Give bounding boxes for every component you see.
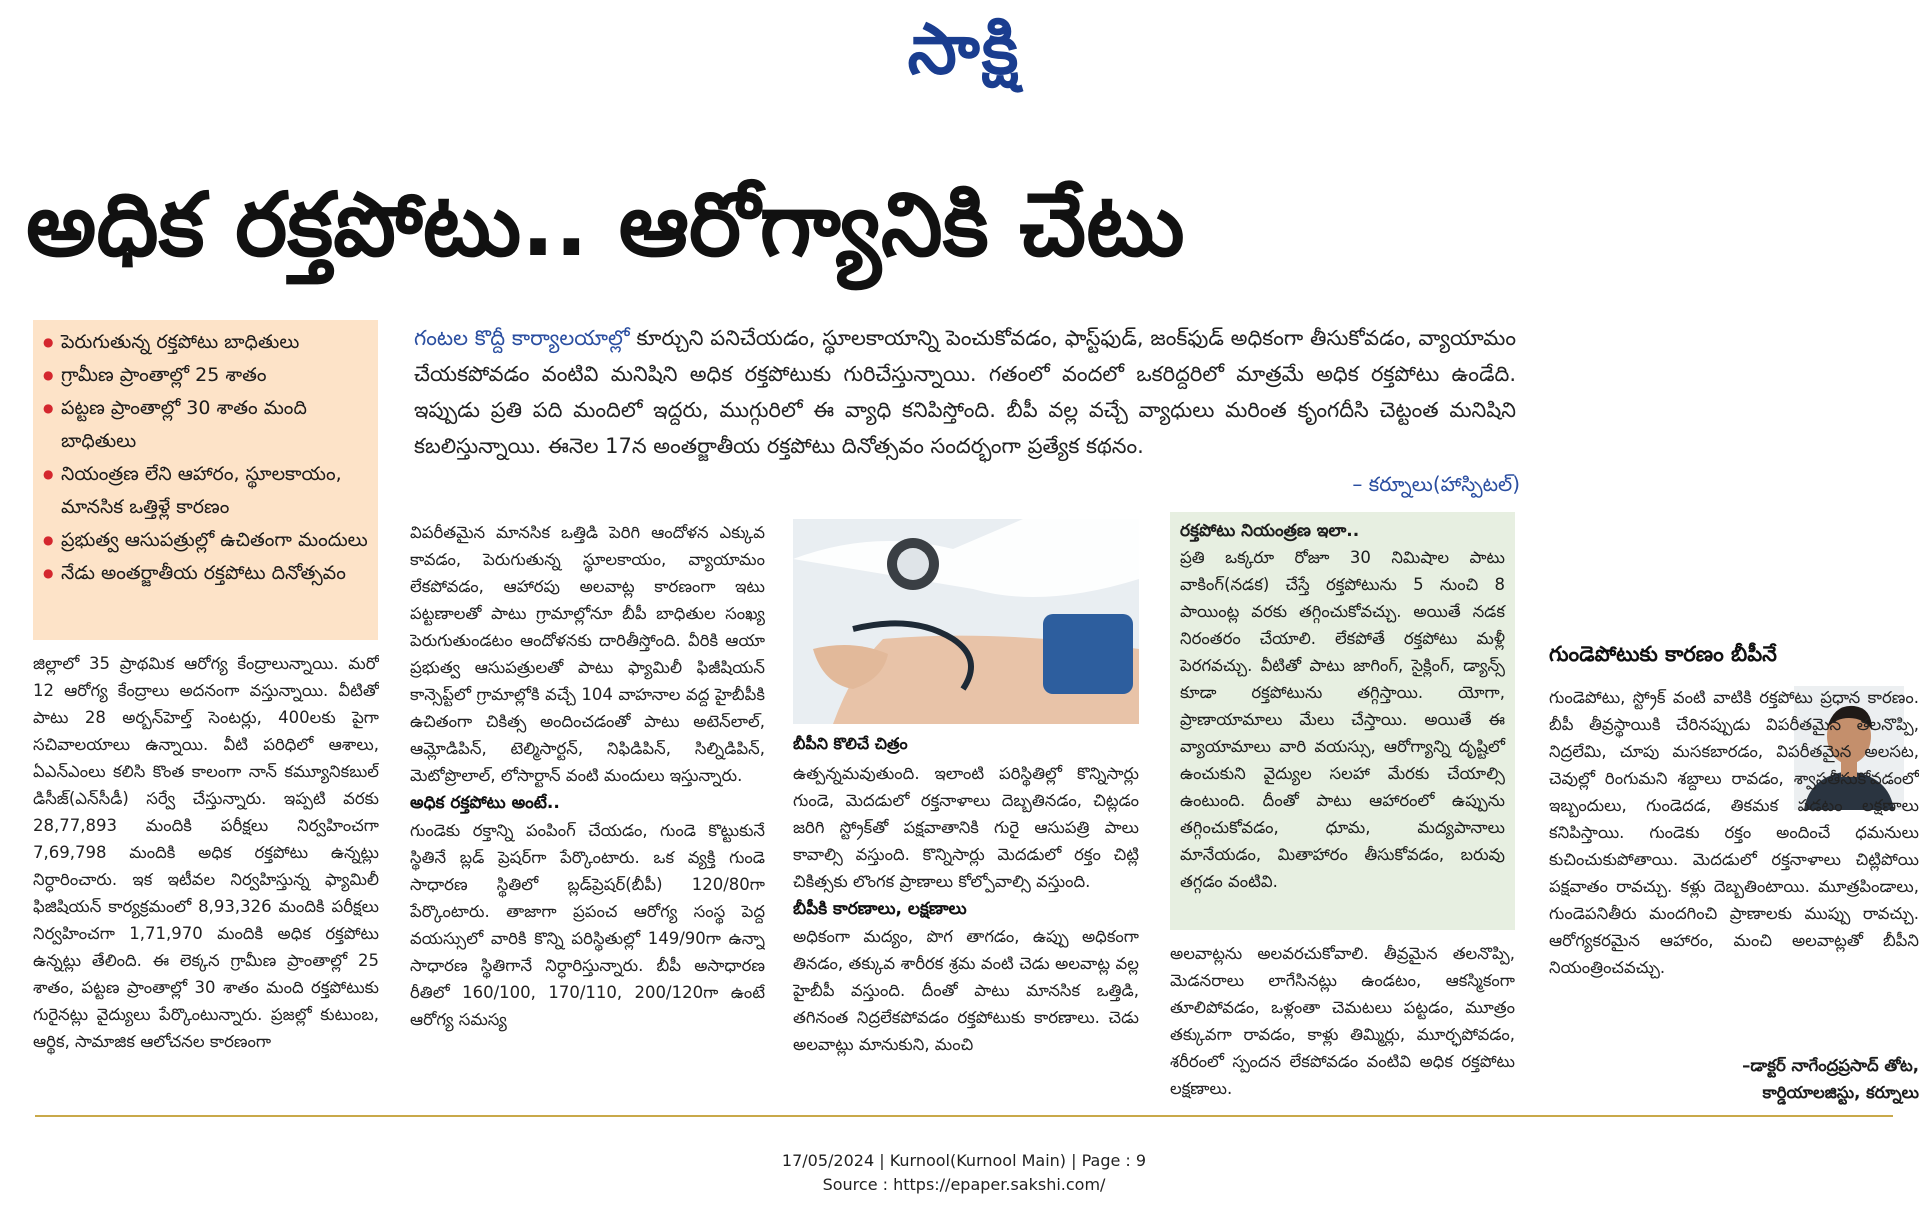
blood-pressure-cuff-image <box>793 519 1139 724</box>
column-2-subheading: అధిక రక్తపోటు అంటే.. <box>410 793 560 813</box>
intro-paragraph <box>414 320 1516 464</box>
side-text: గుండెపోటు, స్ట్రోక్ వంటి వాటికి రక్తపోటు ప్రధాన కారణం. బీపీ తీవ్రస్థాయికి చేరినప్పుడు విపరీతమైన తలనొప్పి, నిద్రలేమి, చూపు మసకబారడం, విపరీతమైన అలసట, చెవుల్లో రింగుమని శబ్దాలు రావడం, శ్వాసతీసుకోవడంలో ఇబ్బందులు, గుండెదడ, తికమక పడటం లక్షణాలు కనిపిస్తాయి. గుండెకు రక్తం అందించే ధమనులు కుచించుకుపోతాయి. మెదడులో రక్తనాళాలు చిట్లిపోయి పక్షవాతం రావచ్చు. కళ్లు దెబ్బతింటాయి. మూత్రపిండాలు, గుండెపనితీరు మందగించి ప్రాణాలకు ముప్పు రావచ్చు. ఆరోగ్యకరమైన ఆహారం, మంచి అలవాట్లతో బీపీని నియంత్రించవచ్చు. <box>1549 688 1919 977</box>
column-2-text-a: విపరీతమైన మానసిక ఒత్తిడి పెరిగి ఆందోళన ఎక్కువ కావడం, పెరుగుతున్న స్థూలకాయం, వ్యాయామం లేకపోవడం, ఆహారపు అలవాట్ల కారణంగా ఇటు పట్టణాలతో పాటు గ్రామాల్లోనూ బీపీ బాధితుల సంఖ్య పెరుగుతుండటం ఆందోళనకు దారితీస్తోంది. వీరికి ఆయా ప్రభుత్వ ఆసుపత్రులతో పాటు ఫ్యామిలీ ఫిజీషియన్ కాన్సెప్ట్‌లో గ్రామాల్లోకి వచ్చే 104 వాహనాల వద్ద హైబీపీకి ఉచితంగా చికిత్స అందించడంతో పాటు అటెన్‌లాల్, ఆమ్లోడిపిన్, టెల్మిసార్టన్, నిఫిడిపిన్, సిల్నిడిపిన్, మెటోప్రొలాల్, లోసార్టాన్ వంటి మందులు ఇస్తున్నారు. <box>410 523 765 785</box>
highlight-item: ● నేడు అంతర్జాతీయ రక్తపోటు దినోత్సవం <box>43 557 368 590</box>
column-2-text-b: గుండెకు రక్తాన్ని పంపింగ్ చేయడం, గుండె కొట్టుకునే స్థితినే బ్లడ్ ప్రెషర్‌గా పేర్కొంటారు. ఒక వ్యక్తి గుండె సాధారణ స్థితిలో బ్లడ్‌ప్రెషర్(బీపీ) 120/80గా పేర్కొంటారు. తాజాగా ప్రపంచ ఆరోగ్య సంస్థ పెద్ద వయస్సులో వారికి కొన్ని పరిస్థితుల్లో 149/90గా ఉన్నా సాధారణ స్థితిగానే నిర్ధారిస్తున్నారు. బీపీ అసాధారణ రీతిలో 160/100, 170/110, 200/120గా ఉంటే ఆరోగ్య సమస్య <box>410 821 765 1029</box>
highlight-item: ● గ్రామీణ ప్రాంతాల్లో 25 శాతం <box>43 359 368 392</box>
highlights-box <box>33 320 378 640</box>
highlight-item: ● పట్టణ ప్రాంతాల్లో 30 శాతం మంది బాధితులు <box>43 392 368 458</box>
footer-source-line: Source : https://epaper.sakshi.com/ <box>822 1175 1106 1194</box>
column-3-text-a: ఉత్పన్నమవుతుంది. ఇలాంటి పరిస్థితిల్లో కొన్నిసార్లు గుండె, మెదడులో రక్తనాళాలు దెబ్బతినడం, చిట్లడం జరిగి స్ట్రోక్‌తో పక్షవాతానికి గురై ఆసుపత్రి పాలు కావాల్సి వస్తుంది. కొన్నిసార్లు మెదడులో రక్తం చిట్లి చికిత్సకు లొంగక ప్రాణాలు కోల్పోవాల్సి వస్తుంది. <box>793 764 1139 891</box>
highlight-item: ● పెరుగుతున్న రక్తపోటు బాధితులు <box>43 326 368 359</box>
side-heading: గుండెపోటుకు కారణం బీపీనే <box>1549 642 1777 666</box>
photo-caption: బీపీని కొలిచే చిత్రం <box>793 734 908 753</box>
signature-name: –డాక్టర్ నాగేంద్రప్రసాద్ తోట, <box>1742 1056 1919 1075</box>
doctor-signature <box>1549 1052 1919 1106</box>
column-1-text: జిల్లాలో 35 ప్రాథమిక ఆరోగ్య కేంద్రాలున్నాయి. మరో 12 ఆరోగ్య కేంద్రాలు అదనంగా వస్తున్నాయి. వీటితో పాటు 28 అర్బన్‌హెల్త్ సెంటర్లు, 400లకు పైగా సచివాలయాలు ఉన్నాయి. వీటి పరిధిలో ఆశాలు, ఏఎన్‌ఎంలు కలిసి కొంత కాలంగా నాన్ కమ్యూనికబుల్ డిసీజ్(ఎన్‌సీడీ) సర్వే చేస్తున్నారు. ఇప్పటి వరకు 28,77,893 మందికి పరీక్షలు నిర్వహించగా 7,69,798 మందికి అధిక రక్తపోటు ఉన్నట్లు నిర్ధారించారు. ఇక ఇటీవల నిర్వహిస్తున్న ఫ్యామిలీ ఫిజిషియన్ కార్యక్రమంలో 8,93,326 మందికి పరీక్షలు నిర్వహించగా 1,71,970 మందికి అధిక రక్తపోటు ఉన్నట్లు తేలింది. ఈ లెక్కన గ్రామీణ ప్రాంతాల్లో 25 శాతం, పట్టణ ప్రాంతాల్లో 30 శాతం మంది రక్తపోటుకు గురైనట్లు వైద్యులు పేర్కొంటున్నారు. ప్రజల్లో కుటుంబ, ఆర్థిక, సామాజిక ఆలోచనల కారణంగా <box>33 654 379 1051</box>
bp-control-title: రక్తపోటు నియంత్రణ ఇలా.. <box>1180 521 1360 541</box>
byline-credit: – కర్నూలు(హాస్పిటల్) <box>1352 472 1520 496</box>
highlight-item: ● ప్రభుత్వ ఆసుపత్రుల్లో ఉచితంగా మందులు <box>43 524 368 557</box>
highlight-item: ● నియంత్రణ లేని ఆహారం, స్థూలకాయం, మానసిక ఒత్తిళ్లే కారణం <box>43 458 368 524</box>
article-column-3 <box>793 760 1139 1110</box>
footer-date-line: 17/05/2024 | Kurnool(Kurnool Main) | Page : 9 <box>781 1151 1147 1170</box>
bp-control-text: ప్రతి ఒక్కరూ రోజూ 30 నిమిషాల పాటు వాకింగ్(నడక) చేస్తే రక్తపోటును 5 నుంచి 8 పాయింట్ల వరకు తగ్గించుకోవచ్చు. అయితే నడక నిరంతరం చేయాలి. లేకపోతే రక్తపోటు మళ్లీ పెరగవచ్చు. వీటితో పాటు జాగింగ్, సైక్లింగ్, డ్యాన్స్ కూడా రక్తపోటును తగ్గిస్తాయి. యోగా, ప్రాణాయామాలు మేలు చేస్తాయి. అయితే ఈ వ్యాయామాలు వారి వయస్సు, ఆరోగ్యాన్ని దృష్టిలో ఉంచుకుని వైద్యుల సలహా మేరకు చేయాల్సి ఉంటుంది. దీంతో పాటు ఆహారంలో ఉప్పును తగ్గించుకోవడం, ధూమ, మద్యపానాలు మానేయడం, మితాహారం తీసుకోవడం, బరువు తగ్గడం వంటివి. <box>1180 548 1505 891</box>
article-column-2 <box>410 519 765 1110</box>
column-3-subheading: బీపీకి కారణాలు, లక్షణాలు <box>793 899 967 919</box>
intro-lead: గంటల కొద్దీ కార్యాలయాల్లో <box>414 326 630 350</box>
signature-role: కార్డియాలజిస్టు, కర్నూలు <box>1762 1083 1919 1102</box>
side-column <box>1549 684 1919 1052</box>
footer-divider <box>35 1115 1893 1117</box>
headline: అధిక రక్తపోటు.. ఆరోగ్యానికి చేటు <box>26 173 1185 276</box>
article-column-1 <box>33 650 379 1110</box>
bp-measurement-photo <box>793 519 1139 724</box>
article-column-4 <box>1170 940 1515 1110</box>
intro-text: కూర్చుని పనిచేయడం, స్థూలకాయాన్ని పెంచుకోవడం, ఫాస్ట్‌ఫుడ్, జంక్‌ఫుడ్ అధికంగా తీసుకోవడం, వ్యాయామం చేయకపోవడం వంటివి మనిషిని అధిక రక్తపోటుకు గురిచేస్తున్నాయి. గతంలో వందలో ఒకరిద్దరిలో మాత్రమే అధిక రక్తపోటు ఉండేది. ఇప్పుడు ప్రతి పది మందిలో ఇద్దరు, ముగ్గురిలో ఈ వ్యాధి కనిపిస్తోంది. బీపీ వల్ల వచ్చే వ్యాధులు మరింత కృంగదీసి చెట్టంత మనిషిని కబలిస్తున్నాయి. ఈనెల 17న అంతర్జాతీయ రక్తపోటు దినోత్సవం సందర్భంగా ప్రత్యేక కథనం. <box>414 326 1516 458</box>
column-4-text: అలవాట్లను అలవరచుకోవాలి. తీవ్రమైన తలనొప్పి, మెడనరాలు లాగేసినట్లు ఉండటం, ఆకస్మికంగా తూలిపోవడం, ఒళ్లంతా చెమటలు పట్టడం, మూత్రం తక్కువగా రావడం, కాళ్లు తిమ్మిర్లు, మూర్ఛపోవడం, శరీరంలో స్పందన లేకపోవడం వంటివి అధిక రక్తపోటు లక్షణాలు. <box>1170 944 1515 1098</box>
masthead-logo: సాక్షి <box>907 8 1021 90</box>
bp-control-box <box>1170 512 1515 930</box>
column-3-text-b: అధికంగా మద్యం, పొగ తాగడం, ఉప్పు అధికంగా తినడం, తక్కువ శారీరక శ్రమ వంటి చెడు అలవాట్ల వల్ల హైబీపీ వస్తుంది. దీంతో పాటు మానసిక ఒత్తిడి, తగినంత నిద్రలేకపోవడం రక్తపోటుకు కారణాలు. చెడు అలవాట్లు మానుకుని, మంచి <box>793 927 1139 1054</box>
